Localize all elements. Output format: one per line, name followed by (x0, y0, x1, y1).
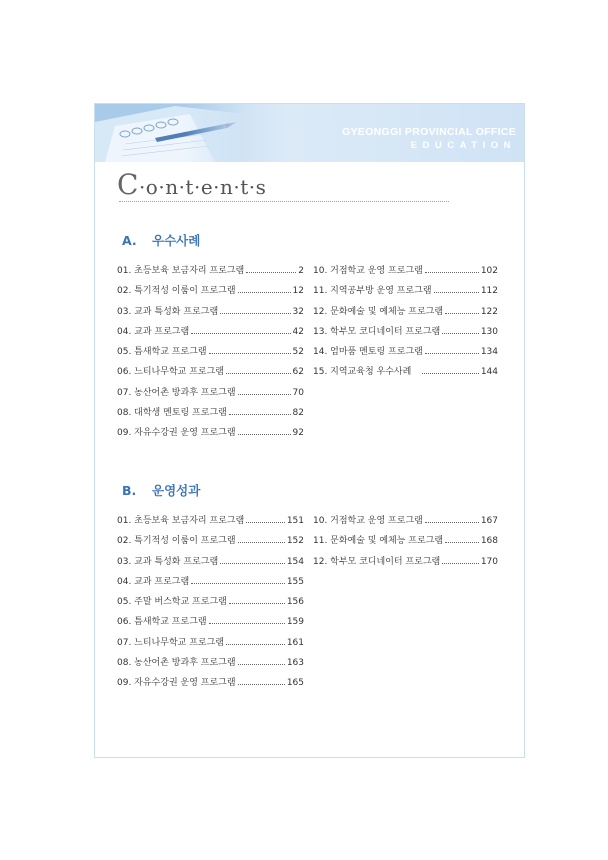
toc-entry-page: 163 (286, 658, 304, 669)
section-b-heading (122, 481, 200, 499)
toc-entry-title: 07. 느티나무학교 프로그램 (117, 637, 224, 648)
toc-entry-page: 161 (286, 637, 304, 648)
dot-leader (191, 322, 290, 334)
toc-entry[interactable] (117, 383, 304, 403)
toc-entry-title: 11. 문화예술 및 예체능 프로그램 (313, 536, 444, 547)
toc-entry-page: 156 (286, 597, 304, 608)
dot-leader (425, 261, 479, 273)
toc-entry-title: 11. 지역공부방 운영 프로그램 (313, 286, 432, 297)
dot-leader (238, 383, 291, 395)
toc-entry[interactable] (313, 281, 498, 301)
toc-entry-page: 165 (286, 678, 304, 689)
toc-entry[interactable] (117, 612, 304, 632)
toc-entry-title: 09. 자유수강권 운영 프로그램 (117, 678, 236, 689)
toc-entry-page: 152 (286, 536, 304, 547)
toc-entry-title: 13. 학부모 코디네이터 프로그램 (313, 326, 441, 337)
toc-entry[interactable] (117, 511, 304, 531)
section-a-heading (122, 231, 200, 249)
dot-leader (209, 612, 285, 624)
dot-leader (445, 531, 479, 543)
toc-entry-title: 06. 틈새학교 프로그램 (117, 617, 207, 628)
toc-entry[interactable] (313, 322, 498, 342)
dot-leader (229, 403, 291, 415)
toc-entry[interactable] (313, 511, 498, 531)
toc-entry-title: 05. 주말 버스학교 프로그램 (117, 597, 227, 608)
dot-leader (445, 302, 479, 314)
toc-entry-page: 144 (480, 367, 498, 378)
dot-leader (246, 511, 285, 523)
toc-entry-page: 92 (292, 428, 304, 439)
toc-entry-title: 06. 느티나무학교 프로그램 (117, 367, 224, 378)
contents-title (117, 168, 266, 201)
toc-entry-title: 14. 엄마품 멘토링 프로그램 (313, 347, 423, 358)
toc-entry-title: 15. 지역교육청 우수사례 (313, 367, 420, 378)
toc-entry-title: 08. 대학생 멘토링 프로그램 (117, 408, 227, 419)
dot-leader (238, 531, 285, 543)
toc-entry[interactable] (313, 342, 498, 362)
title-divider (119, 201, 449, 202)
section-letter: A. (122, 233, 137, 248)
toc-entry-title: 01. 초등보육 보금자리 프로그램 (117, 266, 245, 276)
toc-entry[interactable] (117, 552, 304, 572)
toc-entry-page: 130 (480, 326, 498, 337)
toc-entry-page: 102 (480, 266, 498, 276)
toc-entry-title: 08. 농산어촌 방과후 프로그램 (117, 658, 236, 669)
toc-entry-title: 12. 학부모 코디네이터 프로그램 (313, 556, 441, 567)
contents-title-initial: C (117, 168, 139, 201)
dot-leader (246, 261, 296, 273)
toc-entry[interactable] (117, 261, 304, 281)
toc-entry-title: 10. 거점학교 운영 프로그램 (313, 516, 423, 526)
header-banner (95, 104, 524, 162)
dot-leader (442, 552, 479, 564)
toc-entry[interactable] (117, 362, 304, 382)
toc-entry-title: 07. 농산어촌 방과후 프로그램 (117, 387, 236, 398)
toc-entry-title: 03. 교과 특성화 프로그램 (117, 306, 219, 317)
dot-leader (220, 302, 290, 314)
dot-leader (425, 342, 479, 354)
toc-entry[interactable] (117, 653, 304, 673)
section-letter: B. (122, 483, 137, 498)
toc-entry[interactable] (117, 403, 304, 423)
toc-entry[interactable] (117, 633, 304, 653)
toc-entry[interactable] (117, 423, 304, 443)
notebook-pen-illustration (95, 104, 245, 162)
toc-entry[interactable] (117, 342, 304, 362)
org-subtitle: EDUCATION (410, 140, 516, 151)
toc-entry[interactable] (117, 531, 304, 551)
toc-entry-title: 02. 특기적성 이룸이 프로그램 (117, 286, 236, 297)
toc-entry-page: 2 (298, 266, 304, 276)
section-title: 우수사례 (152, 233, 201, 248)
toc-entry-page: 168 (480, 536, 498, 547)
toc-entry-page: 32 (292, 306, 304, 317)
toc-entry[interactable] (313, 552, 498, 572)
toc-entry-page: 170 (480, 556, 498, 567)
toc-entry-page: 167 (480, 516, 498, 526)
toc-entry-page: 134 (480, 347, 498, 358)
toc-entry-page: 82 (292, 408, 304, 419)
toc-entry-page: 42 (292, 326, 304, 337)
contents-title-rest: ·o·n·t·e·n·t·s (138, 175, 267, 199)
toc-entry-title: 05. 틈새학교 프로그램 (117, 347, 207, 358)
toc-entry-page: 122 (480, 306, 498, 317)
section-title: 운영성과 (152, 483, 201, 498)
dot-leader (220, 552, 285, 564)
toc-entry-page: 159 (286, 617, 304, 628)
toc-entry-title: 04. 교과 프로그램 (117, 326, 190, 337)
toc-entry-title: 03. 교과 특성화 프로그램 (117, 556, 219, 567)
toc-entry-page: 155 (286, 576, 304, 587)
toc-entry[interactable] (117, 322, 304, 342)
dot-leader (191, 572, 285, 584)
toc-entry-title: 04. 교과 프로그램 (117, 576, 190, 587)
toc-entry-page: 112 (480, 286, 498, 297)
dot-leader (226, 362, 291, 374)
section-a-left-column (117, 261, 304, 444)
toc-entry[interactable] (313, 261, 498, 281)
toc-entry-page: 62 (292, 367, 304, 378)
toc-entry-title: 10. 거점학교 운영 프로그램 (313, 266, 423, 276)
org-name: GYEONGGI PROVINCIAL OFFICE (342, 126, 516, 138)
section-b-left-column (117, 511, 304, 694)
dot-leader (209, 342, 291, 354)
toc-entry-page: 12 (292, 286, 304, 297)
page-frame (94, 103, 525, 758)
dot-leader (229, 592, 285, 604)
dot-leader (238, 673, 285, 685)
dot-leader (442, 322, 479, 334)
toc-entry-page: 154 (286, 556, 304, 567)
toc-entry-title: 09. 자유수강권 운영 프로그램 (117, 428, 236, 439)
toc-entry-title: 02. 특기적성 이룸이 프로그램 (117, 536, 236, 547)
toc-entry[interactable] (117, 281, 304, 301)
toc-entry-title: 01. 초등보육 보금자리 프로그램 (117, 516, 245, 526)
toc-entry[interactable] (117, 673, 304, 693)
toc-entry-page: 52 (292, 347, 304, 358)
dot-leader (238, 281, 291, 293)
toc-entry[interactable] (313, 531, 498, 551)
toc-entry[interactable] (117, 302, 304, 322)
toc-entry[interactable] (313, 362, 498, 382)
toc-entry-title: 12. 문화예술 및 예체능 프로그램 (313, 306, 444, 317)
toc-entry[interactable] (313, 302, 498, 322)
dot-leader (238, 653, 285, 665)
dot-leader (422, 362, 479, 374)
toc-entry-page: 70 (292, 387, 304, 398)
toc-entry-page: 151 (286, 516, 304, 526)
dot-leader (425, 511, 479, 523)
toc-entry[interactable] (117, 592, 304, 612)
dot-leader (226, 633, 285, 645)
toc-entry[interactable] (117, 572, 304, 592)
dot-leader (434, 281, 479, 293)
section-a-right-column (313, 261, 498, 383)
dot-leader (238, 423, 291, 435)
section-b-right-column (313, 511, 498, 572)
